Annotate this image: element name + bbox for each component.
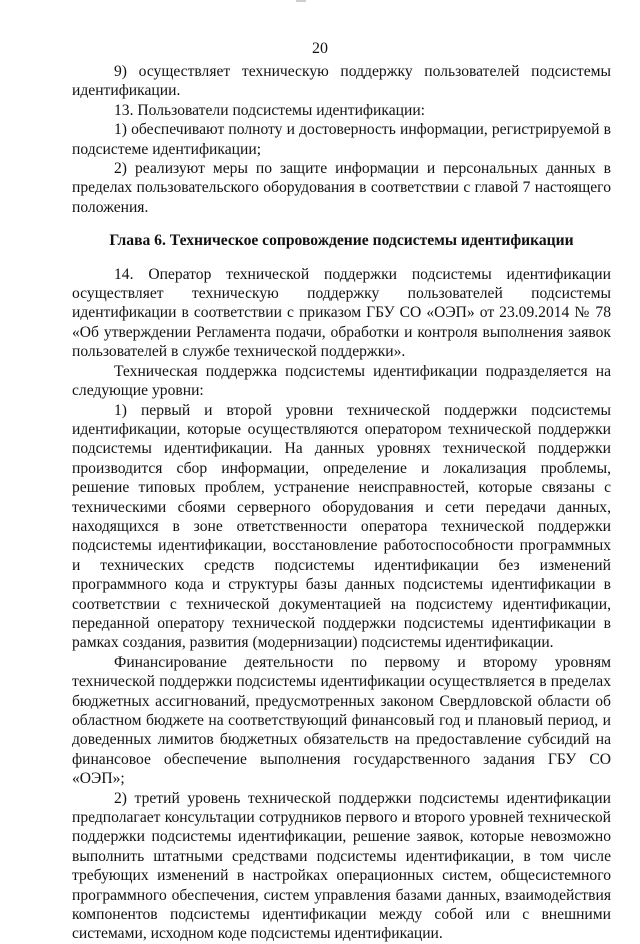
paragraph-section-13: 13. Пользователи подсистемы идентификации:	[114, 101, 426, 119]
paragraph-support-level-3: 2) третий уровень технической поддержки подсистемы идентификации предполагает консультации сотрудников первого и второго уровней технической поддержки подсистемы идентификации, решение заявок, которые невозможно выполнить штатными средствами подсистемы идентификации, в том числе требующих изменений в настройках операционных систем, общесистемного программного обеспечения, систем управления базами данных, взаимодействия компонентов подсистемы идентификации между собой или с внешними системами, исходном коде подсистемы идентификации.	[72, 789, 611, 943]
paragraph-support-level-1-2: 1) первый и второй уровни технической поддержки подсистемы идентификации, которые осуществляются оператором технической поддержки подсистемы идентификации. На данных уровнях технической поддержки производится сбор информации, определение и локализация проблемы, решение типовых проблем, устранение неисправностей, которые связаны с техническими сбоями серверного оборудования и сети передачи данных, находящихся в зоне ответственности оператора технической поддержки подсистемы идентификации, восстановление работоспособности программных и технических средств подсистемы идентификации без изменений программного кода и структуры базы данных подсистемы идентификации в соответствии с технической документацией на подсистему идентификации, переданной оператору технической поддержки подсистемы идентификации в рамках создания, развития (модернизации) подсистемы идентификации.	[72, 401, 611, 652]
paragraph-section-14: 14. Оператор технической поддержки подсистемы идентификации осуществляет техническую поддержку пользователей подсистемы идентификации в соответствии с приказом ГБУ СО «ОЭП» от 23.09.2014 № 78 «Об утверждении Регламента подачи, обработки и контроля выполнения заявок пользователей в службе технической поддержки».	[72, 265, 611, 361]
chapter-heading: Глава 6. Техническое сопровождение подсистемы идентификации	[109, 232, 574, 250]
paragraph-item-1: 1) обеспечивают полноту и достоверность информации, регистрируемой в подсистеме идентификации;	[72, 121, 611, 158]
paragraph-item-2: 2) реализуют меры по защите информации и персональных данных в пределах пользовательского оборудования в соответствии с главой 7 настоящего положения.	[72, 160, 611, 216]
page-content	[72, 62, 611, 944]
paragraph-item-9: 9) осуществляет техническую поддержку пользователей подсистемы идентификации.	[72, 63, 611, 100]
paragraph-support-levels-intro: Техническая поддержка подсистемы идентификации подразделяется на следующие уровни:	[72, 362, 611, 400]
paragraph-financing: Финансирование деятельности по первому и второму уровням технической поддержки подсистемы идентификации осуществляется в пределах бюджетных ассигнований, предусмотренных законом Свердловской области об областном бюджете на соответствующий финансовый год и плановый период, и доведенных лимитов бюджетных обязательств на предоставление субсидий на финансовое обеспечение выполнения государственного задания ГБУ СО «ОЭП»;	[72, 653, 611, 788]
scan-artifact	[296, 0, 306, 2]
page-number: 20	[312, 40, 328, 57]
